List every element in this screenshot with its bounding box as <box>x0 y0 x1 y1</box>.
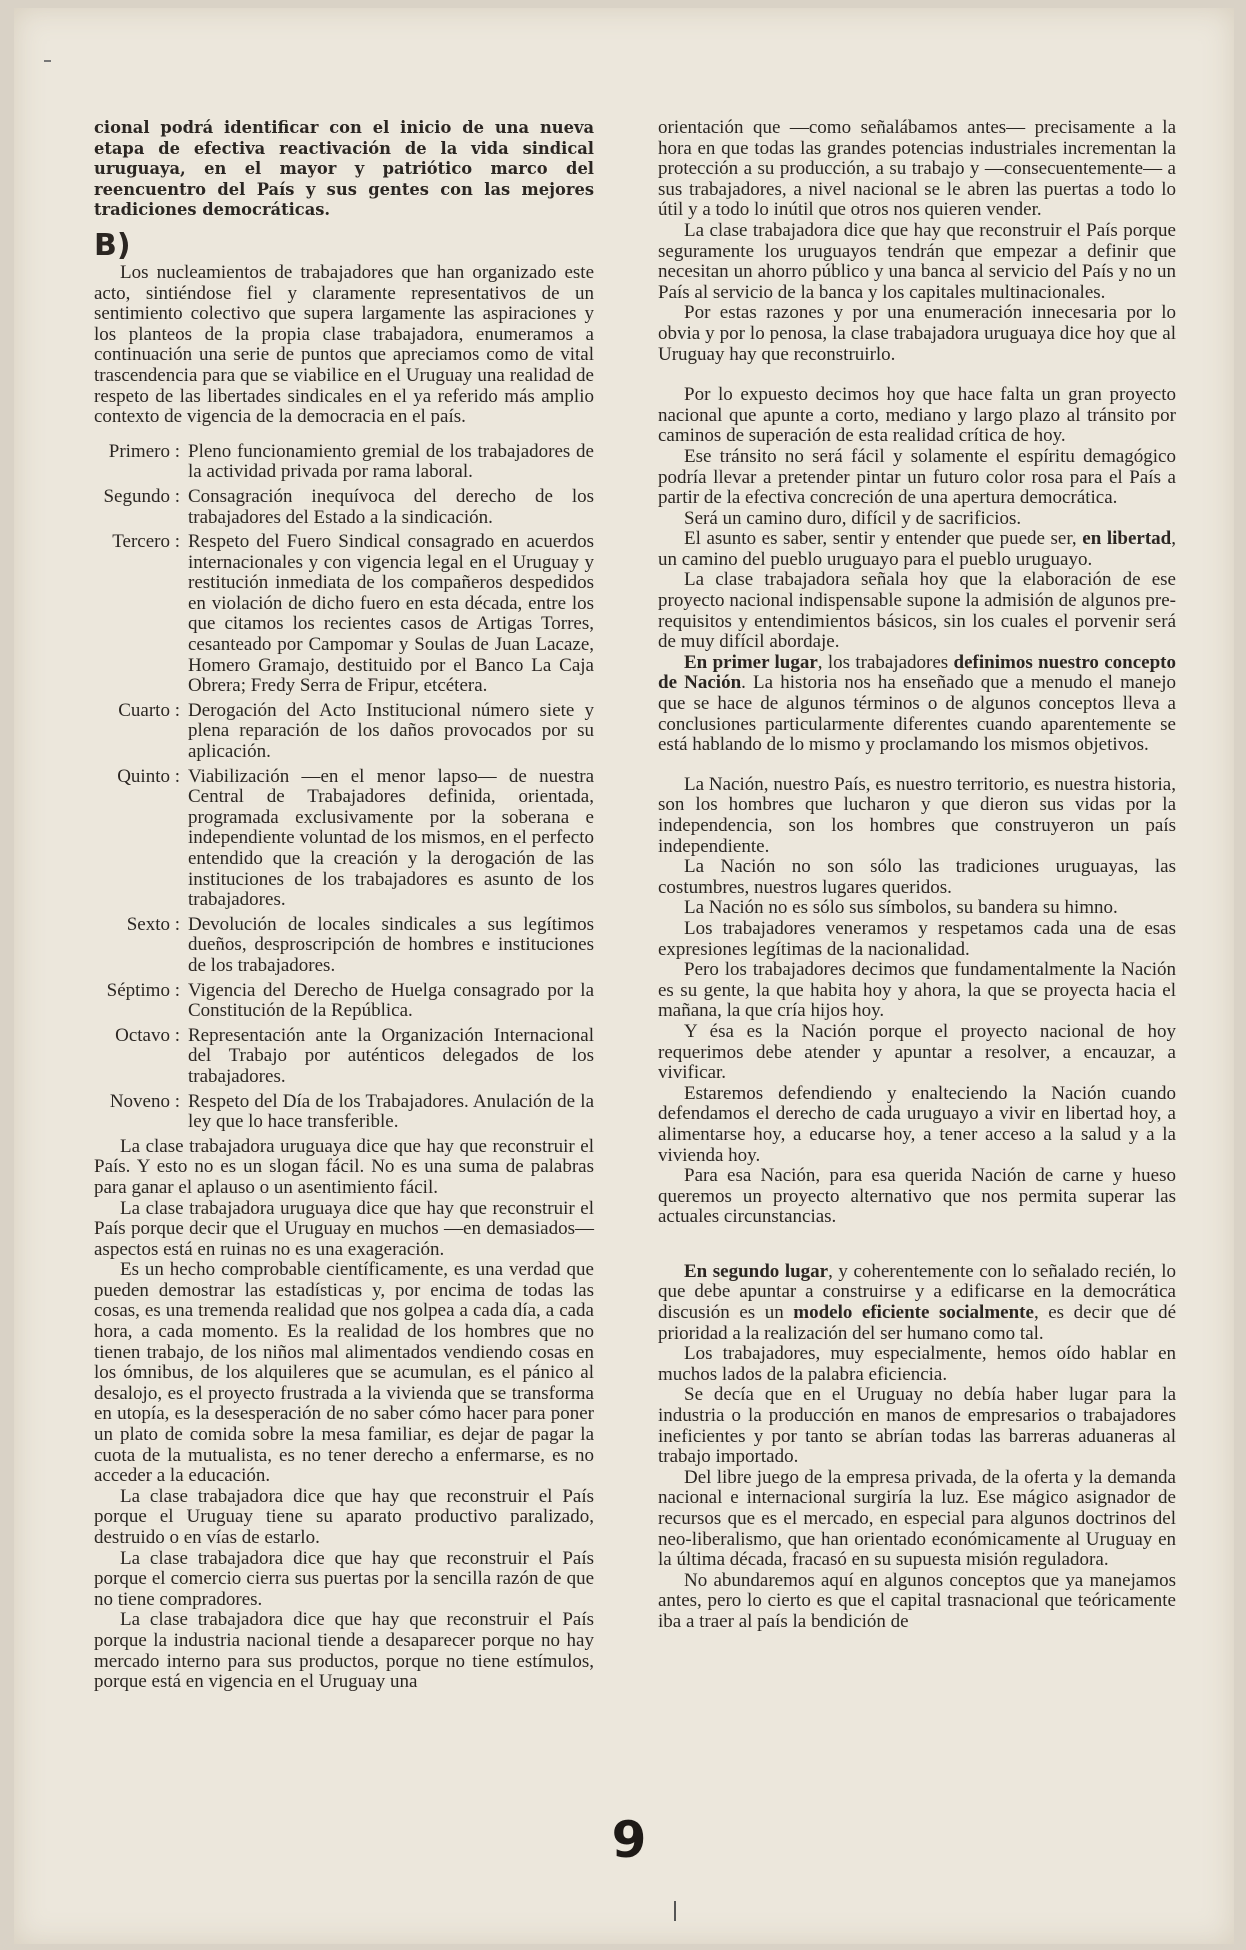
item-text: Representación ante la Organización Internacional del Trabajo por auténticos delegados de los trabajadores. <box>188 1024 594 1087</box>
item-text: Pleno funcionamiento gremial de los trabajadores de la actividad privada por rama laboral. <box>188 440 594 483</box>
body-paragraph: Los trabajadores veneramos y respetamos cada una de esas expresiones legítimas de la nacionalidad. <box>658 917 1176 960</box>
body-paragraph: Para esa Nación, para esa querida Nación de carne y hueso queremos un proyecto alternativo que nos permita superar las actuales circunstancias. <box>658 1165 1176 1228</box>
list-item <box>94 1092 594 1133</box>
body-paragraph <box>658 653 1176 756</box>
list-item <box>94 1026 594 1088</box>
body-paragraph: No abundaremos aquí en algunos conceptos que ya manejamos antes, pero lo cierto es que el capital trasnacional que teóricamente iba a traer al país la bendición de <box>658 1569 1176 1632</box>
body-paragraph: Estaremos defendiendo y enalteciendo la Nación cuando defendamos el derecho de cada uruguayo a vivir en libertad hoy, a alimentarse hoy, a educarse hoy, a tener acceso a la salud y a la vivienda hoy. <box>658 1082 1176 1166</box>
paragraph-text: . La historia nos ha enseñado que a menudo el manejo que se hace de algunos términos o de algunos conceptos lleva a conclusiones particularmente diferentes cuando aparentemente se está hablando de lo mismo y proclamando los mismos objetivos. <box>658 672 1177 756</box>
item-text: Vigencia del Derecho de Huelga consagrado por la Constitución de la República. <box>188 979 594 1022</box>
item-text: Respeto del Día de los Trabajadores. Anulación de la ley que lo hace transferible. <box>188 1090 594 1133</box>
paragraph-text: , los trabajadores <box>817 651 949 673</box>
document-page <box>14 8 1234 1944</box>
body-paragraph: Es un hecho comprobable científicamente, es una verdad que pueden demostrar las estadísticas y, por encima de todas las cosas, es una tremenda realidad que nos golpea a cada día, a cada hora, a cada momento. Es la realidad de los hombres que no tienen trabajo, de los niños mal alimentados vendiendo cosas en los ómnibus, de los alquileres que se acumulan, es el pánico al desalojo, es el proyecto frustrada a la vivienda que se transforma en utopía, es la desesperación de no saber cómo hacer para poner un plato de comida sobre la mesa familiar, es dejar de pagar la cuota de la mutualista, es no tener derecho a enfermarse, es no acceder a la educación. <box>94 1259 594 1487</box>
body-paragraph <box>658 1262 1176 1344</box>
body-paragraph: Pero los trabajadores decimos que fundamentalmente la Nación es su gente, la que habita hoy y ahora, la que se proyecta hacia el mañana, la que cría hijos hoy. <box>658 959 1176 1022</box>
list-item <box>94 767 594 911</box>
body-paragraph: La clase trabajadora dice que hay que reconstruir el País porque seguramente los uruguayos tendrán que empezar a definir que necesitan un ahorro público y una banca al servicio del País y no un País al servicio de la banca y los capitales multinacionales. <box>658 219 1176 303</box>
body-paragraph: Ese tránsito no será fácil y solamente el espíritu demagógico podría llevar a pretender pintar un futuro color rosa para el País a partir de la efectiva concreción de una apertura democrática. <box>658 445 1176 509</box>
bold-phrase: en libertad <box>1082 528 1172 550</box>
list-item <box>94 981 594 1022</box>
body-paragraph: La clase trabajadora uruguaya dice que hay que reconstruir el País porque decir que el Uruguay en muchos —en demasiados— aspectos está en ruinas no es una exageración. <box>94 1197 594 1260</box>
list-item <box>94 487 594 528</box>
body-paragraph: Por lo expuesto decimos hoy que hace falta un gran proyecto nacional que apunte a corto, mediano y largo plazo al tránsito por caminos de superación de esta realidad crítica de hoy. <box>658 384 1176 447</box>
item-label: Segundo : <box>94 487 180 528</box>
page-number: 9 <box>611 1811 647 1869</box>
body-paragraph: Y ésa es la Nación porque el proyecto nacional de hoy requerimos debe atender y apuntar a resolver, a encauzar, a vivificar. <box>658 1020 1176 1084</box>
right-column <box>658 118 1176 1633</box>
paper-speck <box>44 60 51 62</box>
list-item <box>94 532 594 697</box>
body-paragraph: Del libre juego de la empresa privada, de la oferta y la demanda nacional e internacional surgiría la luz. Ese mágico asignador de recursos que es el mercado, en especial para algunos doctrinos del neo-liberalismo, que han orientado económicamente al Uruguay en la última década, fracasó en su supuesta misión reguladora. <box>658 1466 1176 1571</box>
body-paragraph: Será un camino duro, difícil y de sacrificios. <box>684 507 1022 529</box>
item-text: Derogación del Acto Institucional número siete y plena reparación de los daños provocados por su aplicación. <box>188 699 594 763</box>
item-text: Devolución de locales sindicales a sus legítimos dueños, desproscripción de hombres e instituciones de los trabajadores. <box>188 913 594 976</box>
item-text: Consagración inequívoca del derecho de los trabajadores del Estado a la sindicación. <box>188 485 594 528</box>
paragraph-text: , un camino del pueblo uruguayo para el pueblo uruguayo. <box>658 528 1176 570</box>
body-paragraph: Por estas razones y por una enumeración innecesaria por lo obvia y por lo penosa, la clase trabajadora uruguaya dice hoy que al Uruguay hay que reconstruirlo. <box>658 302 1176 365</box>
item-label: Octavo : <box>94 1026 180 1088</box>
section-intro-paragraph: Los nucleamientos de trabajadores que han organizado este acto, sintiéndose fiel y claramente representativos de un sentimiento colectivo que supera largamente las aspiraciones y los planteos de la propia clase trabajadora, enumeramos a continuación una serie de puntos que apreciamos como de vital trascendencia para que se viabilice en el Uruguay una realidad de respeto de las libertades sindicales en el ya referido más amplio contexto de vigencia de la democracia en el país. <box>94 261 594 428</box>
body-paragraph: Los trabajadores, muy especialmente, hemos oído hablar en muchos lados de la palabra eficiencia. <box>658 1343 1176 1385</box>
item-label: Séptimo : <box>94 981 180 1022</box>
body-paragraph <box>658 529 1176 570</box>
item-label: Tercero : <box>94 532 180 697</box>
body-paragraph: orientación que —como señalábamos antes— precisamente a la hora en que todas las grandes potencias industriales incrementan la protección a su producción, a su trabajo y —consecuentemente— a sus trabajadores, a nivel nacional se le abren las puertas a todo lo útil y a todo lo inútil que otros nos quieren vender. <box>658 117 1176 221</box>
item-label: Cuarto : <box>94 701 180 763</box>
item-label: Quinto : <box>94 767 180 911</box>
list-item <box>94 915 594 977</box>
section-heading: B) <box>94 227 131 263</box>
body-paragraph: Se decía que en el Uruguay no debía haber lugar para la industria o la producción en manos de empresarios o trabajadores ineficientes y por tanto se abrían todas las barreras aduaneras al trabajo importado. <box>658 1384 1176 1468</box>
list-item <box>94 442 594 483</box>
body-paragraph: La clase trabajadora dice que hay que reconstruir el País porque el comercio cierra sus puertas por la sencilla razón de que no tiene compradores. <box>94 1547 594 1610</box>
points-list <box>94 442 594 1133</box>
bold-phrase: modelo eficiente socialmente <box>793 1302 1034 1324</box>
body-paragraph: La Nación, nuestro País, es nuestro territorio, es nuestra historia, son los hombres que lucharon y que dieron sus vidas por la independencia, son los hombres que construyeron un país independiente. <box>658 773 1176 857</box>
paragraph-text: El asunto es saber, sentir y entender que puede ser, <box>684 528 1077 550</box>
body-paragraph: La clase trabajadora señala hoy que la elaboración de ese proyecto nacional indispensable supone la admisión de algunos pre-requisitos y entendimientos básicos, sin los cuales el porvenir será de muy difícil abordaje. <box>658 569 1176 653</box>
list-item <box>94 701 594 763</box>
bold-phrase: definimos nuestro concepto de Nación <box>658 651 1177 694</box>
body-paragraph: La clase trabajadora dice que hay que reconstruir el País porque la industria nacional tiende a desaparecer porque no hay mercado interno para sus productos, porque no tiene estímulos, porque está en vigencia en el Uruguay una <box>94 1609 594 1693</box>
body-paragraph: La Nación no son sólo las tradiciones uruguayas, las costumbres, nuestros lugares queridos. <box>658 856 1176 898</box>
intro-bold-text: cional podrá identificar con el inicio de una nueva etapa de efectiva reactivación de la vida sindical uruguaya, en el mayor y patriótico marco del reencuentro del País y sus gentes con las mejores tradiciones democráticas. <box>94 118 594 220</box>
paragraph-text: , y coherentemente con lo señalado recién, lo que debe apuntar a construirse y a edificarse en la democrática discusión es un <box>658 1260 1176 1324</box>
body-paragraph: La clase trabajadora dice que hay que reconstruir el País porque el Uruguay tiene su aparato productivo paralizado, destruido o en vías de estarlo. <box>94 1485 594 1548</box>
body-paragraph: La Nación no es sólo sus símbolos, su bandera su himno. <box>684 897 1118 919</box>
paper-mark <box>674 1901 676 1921</box>
item-label: Noveno : <box>94 1092 180 1133</box>
body-paragraph: La clase trabajadora uruguaya dice que hay que reconstruir el País. Y esto no es un slogan fácil. No es una suma de palabras para ganar el aplauso o un asentimiento fácil. <box>94 1135 594 1198</box>
item-text: Respeto del Fuero Sindical consagrado en acuerdos internacionales y con vigencia legal en el Uruguay y restitución inmediata de los compañeros despedidos en violación de dicho fuero en esta década, entre los que citamos los recientes casos de Artigas Torres, cesanteado por Campomar y Soulas de Juan Lacaze, Homero Gramajo, destituido por el Banco La Caja Obrera; Fredy Serra de Fripur, etcétera. <box>188 531 594 697</box>
bold-phrase: En segundo lugar <box>684 1260 829 1282</box>
bold-phrase: En primer lugar <box>684 651 818 673</box>
left-column <box>94 118 594 1693</box>
paragraph-text: , es decir que dé prioridad a la realización del ser humano como tal. <box>658 1302 1177 1344</box>
item-label: Sexto : <box>94 915 180 977</box>
item-label: Primero : <box>94 442 180 483</box>
item-text: Viabilización —en el menor lapso— de nuestra Central de Trabajadores definida, orientada, programada exclusivamente por la soberana e independiente voluntad de los mismos, en el perfecto entendido que la creación y la derogación de las instituciones de los trabajadores es asunto de los trabajadores. <box>188 765 594 911</box>
